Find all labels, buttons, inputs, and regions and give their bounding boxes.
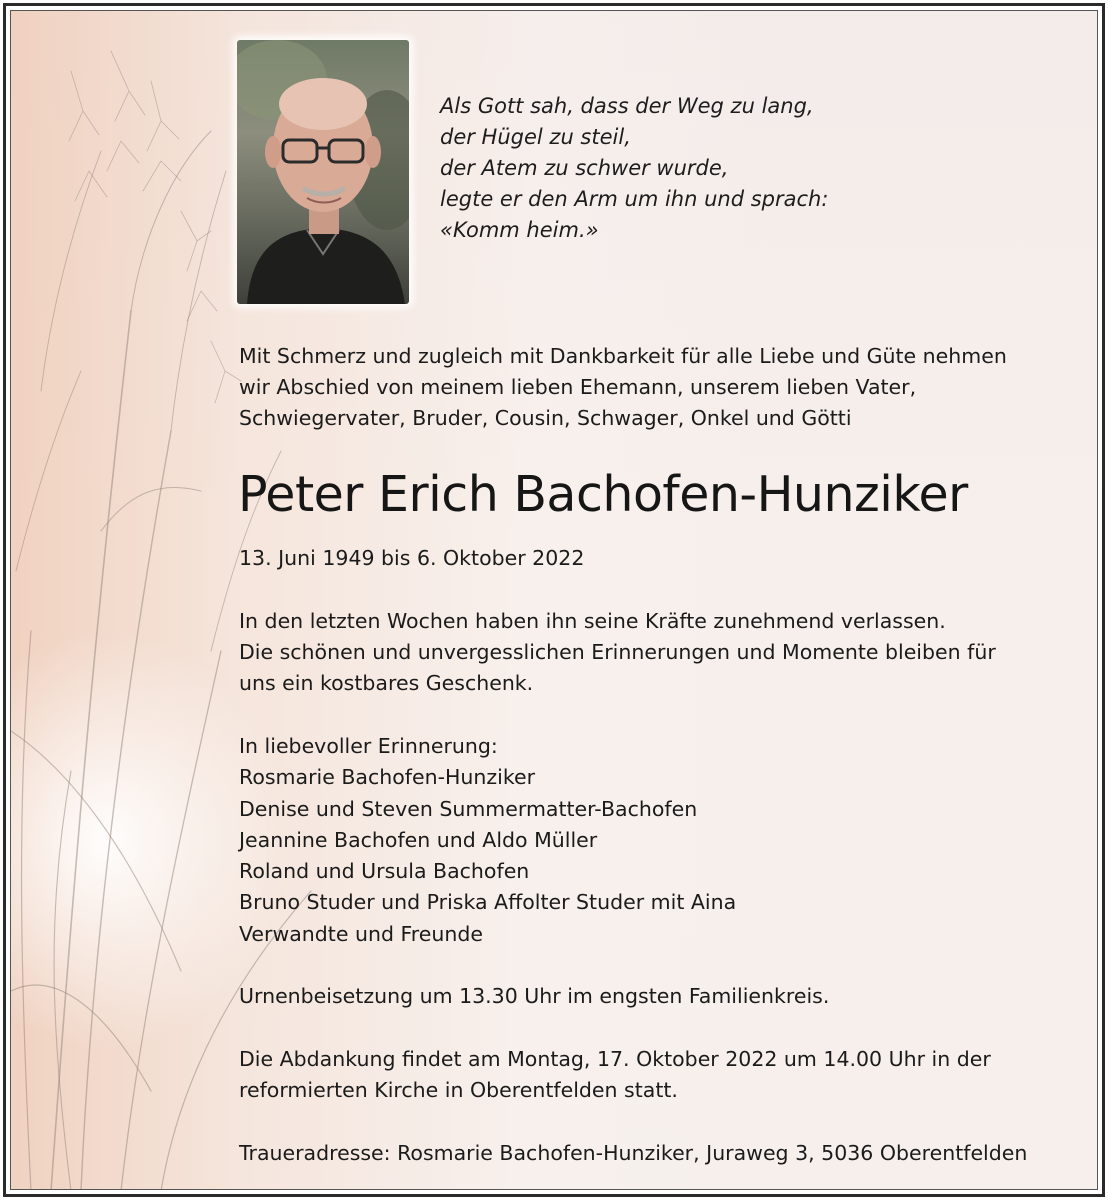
poem-line: legte er den Arm um ihn und sprach: xyxy=(440,187,829,211)
mourners-list xyxy=(239,731,736,950)
mourner-name: Verwandte und Freunde xyxy=(239,921,483,946)
portrait-photo xyxy=(237,40,409,304)
poem-line: «Komm heim.» xyxy=(440,218,599,242)
memory-paragraph xyxy=(239,606,1059,699)
mourner-name: Jeannine Bachofen und Aldo Müller xyxy=(239,827,598,852)
life-dates: 13. Juni 1949 bis 6. Oktober 2022 xyxy=(239,546,585,570)
memory-line: In den letzten Wochen haben ihn seine Kräfte zunehmend verlassen. xyxy=(239,609,946,633)
obituary-card xyxy=(10,10,1098,1190)
mourner-name: Bruno Studer und Priska Affolter Studer mit Aina xyxy=(239,890,737,915)
intro-line: Schwiegervater, Bruder, Cousin, Schwager, Onkel und Götti xyxy=(239,406,852,430)
mourner-name: Roland und Ursula Bachofen xyxy=(239,859,530,884)
mourners-heading: In liebevoller Erinnerung: xyxy=(239,734,498,758)
service-line: reformierten Kirche in Oberentfelden statt. xyxy=(239,1078,678,1102)
burial-notice: Urnenbeisetzung um 13.30 Uhr im engsten Familienkreis. xyxy=(239,984,830,1008)
intro-line: wir Abschied von meinem lieben Ehemann, unserem lieben Vater, xyxy=(239,375,917,399)
mourner-name: Rosmarie Bachofen-Hunziker xyxy=(239,765,536,790)
service-notice xyxy=(239,1044,1059,1106)
memory-line: Die schönen und unvergesslichen Erinnerungen und Momente bleiben für xyxy=(239,640,996,664)
poem xyxy=(440,91,828,246)
poem-line: der Hügel zu steil, xyxy=(440,125,631,149)
poem-line: der Atem zu schwer wurde, xyxy=(440,156,729,180)
mourning-address: Traueradresse: Rosmarie Bachofen-Hunziker, Juraweg 3, 5036 Oberentfelden xyxy=(239,1141,1028,1165)
intro-line: Mit Schmerz und zugleich mit Dankbarkeit für alle Liebe und Güte nehmen xyxy=(239,344,1007,368)
mourner-name: Denise und Steven Summermatter-Bachofen xyxy=(239,796,698,821)
intro-paragraph xyxy=(239,341,1079,434)
deceased-name: Peter Erich Bachofen-Hunziker xyxy=(238,466,968,523)
poem-line: Als Gott sah, dass der Weg zu lang, xyxy=(440,94,814,118)
service-line: Die Abdankung findet am Montag, 17. Oktober 2022 um 14.00 Uhr in der xyxy=(239,1047,991,1071)
portrait-figure xyxy=(237,40,409,304)
memory-line: uns ein kostbares Geschenk. xyxy=(239,671,534,695)
